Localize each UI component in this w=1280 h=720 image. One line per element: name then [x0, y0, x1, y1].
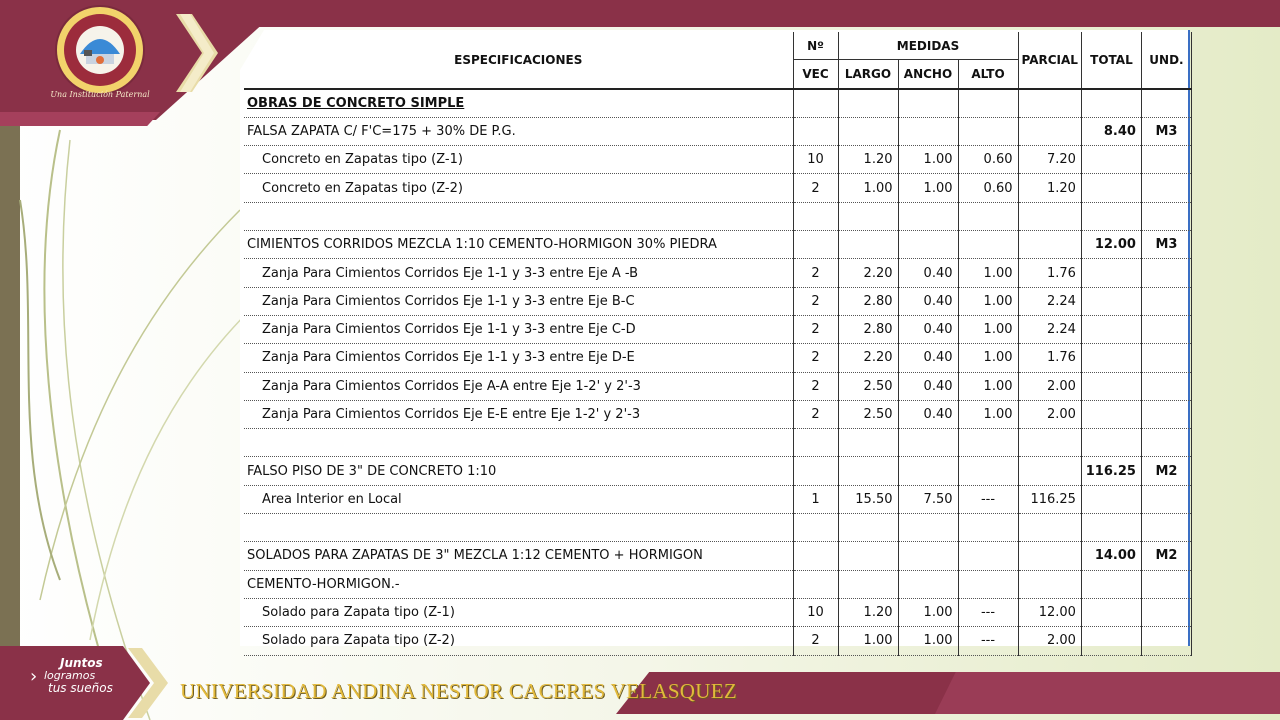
cell-ancho: 1.00 [898, 627, 958, 655]
cell-alto: 1.00 [958, 372, 1018, 400]
header-total: TOTAL [1081, 32, 1141, 89]
university-seal-logo [52, 2, 148, 102]
slogan [38, 656, 113, 695]
table-row [244, 457, 1191, 485]
header-alto: ALTO [958, 60, 1018, 89]
cell-largo: 1.00 [838, 627, 898, 655]
cell-und [1141, 174, 1191, 202]
cell-spec: Area Interior en Local [244, 485, 793, 513]
cell-und [1141, 570, 1191, 598]
cell-vec [793, 542, 838, 570]
cell-parcial [1018, 570, 1081, 598]
table-row [244, 485, 1191, 513]
cell-und [1141, 514, 1191, 542]
cell-spec: SOLADOS PARA ZAPATAS DE 3" MEZCLA 1:12 CEMENTO + HORMIGON [244, 542, 793, 570]
cell-largo: 2.50 [838, 372, 898, 400]
cell-total [1081, 627, 1141, 655]
table-row [244, 174, 1191, 202]
header-largo: LARGO [838, 60, 898, 89]
cell-vec: 10 [793, 598, 838, 626]
logo-panel-accent [0, 112, 160, 126]
cell-alto [958, 117, 1018, 145]
cell-und: M3 [1141, 117, 1191, 145]
chevron-right-icon: › [30, 666, 38, 687]
cell-ancho: 1.00 [898, 146, 958, 174]
cell-total [1081, 372, 1141, 400]
table-row [244, 598, 1191, 626]
cell-largo: 2.20 [838, 259, 898, 287]
cell-total [1081, 202, 1141, 230]
cell-und [1141, 429, 1191, 457]
cell-spec: Solado para Zapata tipo (Z-2) [244, 627, 793, 655]
cell-total [1081, 429, 1141, 457]
cell-largo [838, 514, 898, 542]
cell-vec: 2 [793, 259, 838, 287]
cell-largo [838, 570, 898, 598]
table-row [244, 344, 1191, 372]
cell-spec: Zanja Para Cimientos Corridos Eje 1-1 y 3-3 entre Eje C-D [244, 315, 793, 343]
cell-alto: --- [958, 485, 1018, 513]
cell-largo: 2.80 [838, 287, 898, 315]
slogan-line-3: tus sueños [48, 681, 113, 695]
cell-spec [244, 514, 793, 542]
section-title: OBRAS DE CONCRETO SIMPLE [244, 89, 793, 118]
cell-parcial: 2.00 [1018, 400, 1081, 428]
slogan-line-1: Juntos [60, 656, 103, 670]
cell-und [1141, 202, 1191, 230]
section-row [244, 89, 1191, 118]
cell-parcial [1018, 457, 1081, 485]
cell-largo: 2.80 [838, 315, 898, 343]
cell-largo [838, 117, 898, 145]
cell-total [1081, 514, 1141, 542]
cell-parcial: 2.00 [1018, 372, 1081, 400]
cell-ancho [898, 570, 958, 598]
table-row [244, 429, 1191, 457]
cell-spec: Zanja Para Cimientos Corridos Eje 1-1 y 3-3 entre Eje A -B [244, 259, 793, 287]
cell-ancho: 1.00 [898, 174, 958, 202]
cell-vec: 2 [793, 315, 838, 343]
cell-ancho [898, 117, 958, 145]
cell-alto [958, 429, 1018, 457]
header-n: Nº [793, 32, 838, 60]
cell-vec: 2 [793, 627, 838, 655]
cell-ancho [898, 457, 958, 485]
cell-vec: 2 [793, 400, 838, 428]
cell-und: M3 [1141, 231, 1191, 259]
cell-spec: Concreto en Zapatas tipo (Z-2) [244, 174, 793, 202]
cell-parcial: 116.25 [1018, 485, 1081, 513]
cell-alto: --- [958, 598, 1018, 626]
cell-alto: 1.00 [958, 287, 1018, 315]
logo-tagline: Una Institución Paternal [50, 90, 150, 99]
university-name: UNIVERSIDAD ANDINA NESTOR CACERES VELASQUEZ [180, 679, 737, 703]
cell-ancho [898, 202, 958, 230]
cell-und [1141, 372, 1191, 400]
cell-largo: 2.20 [838, 344, 898, 372]
cell-und: M2 [1141, 457, 1191, 485]
cell-alto: 0.60 [958, 146, 1018, 174]
cell-parcial: 7.20 [1018, 146, 1081, 174]
cell-parcial: 1.76 [1018, 259, 1081, 287]
bottom-banner-accent [935, 672, 1280, 714]
cell-alto [958, 514, 1018, 542]
cell-vec [793, 457, 838, 485]
cell-parcial [1018, 514, 1081, 542]
cell-spec: Concreto en Zapatas tipo (Z-1) [244, 146, 793, 174]
cell-parcial: 2.00 [1018, 627, 1081, 655]
cell-spec: Zanja Para Cimientos Corridos Eje 1-1 y 3-3 entre Eje B-C [244, 287, 793, 315]
cell-total: 12.00 [1081, 231, 1141, 259]
cell-total [1081, 344, 1141, 372]
cell-alto [958, 457, 1018, 485]
cell-spec: Zanja Para Cimientos Corridos Eje A-A entre Eje 1-2' y 2'-3 [244, 372, 793, 400]
cell-alto [958, 570, 1018, 598]
table-row [244, 146, 1191, 174]
cell-largo [838, 202, 898, 230]
cell-largo: 1.00 [838, 174, 898, 202]
cell-total: 14.00 [1081, 542, 1141, 570]
cell-und [1141, 485, 1191, 513]
header-row-1 [244, 32, 1191, 60]
cell-total [1081, 570, 1141, 598]
cell-total: 116.25 [1081, 457, 1141, 485]
cell-parcial: 1.20 [1018, 174, 1081, 202]
header-und: UND. [1141, 32, 1191, 89]
table-row [244, 231, 1191, 259]
table-row [244, 202, 1191, 230]
table-row [244, 117, 1191, 145]
header-ancho: ANCHO [898, 60, 958, 89]
cell-ancho [898, 514, 958, 542]
cell-total [1081, 146, 1141, 174]
cell-vec: 1 [793, 485, 838, 513]
cell-vec: 2 [793, 287, 838, 315]
cell-und [1141, 598, 1191, 626]
header-medidas: MEDIDAS [838, 32, 1018, 60]
header-parcial: PARCIAL [1018, 32, 1081, 89]
cell-ancho: 0.40 [898, 259, 958, 287]
cell-parcial [1018, 429, 1081, 457]
cell-vec [793, 429, 838, 457]
cell-spec: FALSO PISO DE 3" DE CONCRETO 1:10 [244, 457, 793, 485]
cell-largo: 1.20 [838, 598, 898, 626]
cell-total [1081, 598, 1141, 626]
cell-largo [838, 231, 898, 259]
table-row [244, 400, 1191, 428]
cell-parcial: 2.24 [1018, 287, 1081, 315]
cell-und: M2 [1141, 542, 1191, 570]
chevron-arrow-icon [176, 14, 218, 92]
cell-spec [244, 429, 793, 457]
table-row [244, 514, 1191, 542]
cell-spec: Zanja Para Cimientos Corridos Eje 1-1 y 3-3 entre Eje D-E [244, 344, 793, 372]
cell-total [1081, 400, 1141, 428]
table-row [244, 627, 1191, 655]
cell-alto: 1.00 [958, 400, 1018, 428]
cell-alto: 0.60 [958, 174, 1018, 202]
cell-largo: 15.50 [838, 485, 898, 513]
cell-spec: FALSA ZAPATA C/ F'C=175 + 30% DE P.G. [244, 117, 793, 145]
cell-ancho [898, 542, 958, 570]
cell-ancho: 7.50 [898, 485, 958, 513]
cell-ancho: 0.40 [898, 344, 958, 372]
cell-und [1141, 287, 1191, 315]
cell-alto: 1.00 [958, 315, 1018, 343]
table-row [244, 372, 1191, 400]
cell-parcial [1018, 202, 1081, 230]
cell-vec: 2 [793, 372, 838, 400]
cell-vec: 10 [793, 146, 838, 174]
cell-ancho [898, 231, 958, 259]
cell-total [1081, 287, 1141, 315]
cell-largo [838, 457, 898, 485]
cell-alto [958, 542, 1018, 570]
cell-total [1081, 174, 1141, 202]
cell-und [1141, 315, 1191, 343]
cell-total [1081, 259, 1141, 287]
header-spec: ESPECIFICACIONES [244, 32, 793, 89]
cell-alto [958, 231, 1018, 259]
cell-vec [793, 570, 838, 598]
chevron-arrow-icon [128, 648, 168, 718]
cell-spec: CEMENTO-HORMIGON.- [244, 570, 793, 598]
cell-ancho: 1.00 [898, 598, 958, 626]
cell-parcial [1018, 117, 1081, 145]
cell-parcial [1018, 542, 1081, 570]
cell-total: 8.40 [1081, 117, 1141, 145]
cell-largo: 1.20 [838, 146, 898, 174]
cell-alto [958, 202, 1018, 230]
cell-spec: CIMIENTOS CORRIDOS MEZCLA 1:10 CEMENTO-HORMIGON 30% PIEDRA [244, 231, 793, 259]
cell-vec: 2 [793, 344, 838, 372]
cell-und [1141, 344, 1191, 372]
cell-total [1081, 485, 1141, 513]
cell-vec [793, 514, 838, 542]
cell-alto: 1.00 [958, 259, 1018, 287]
cell-spec: Zanja Para Cimientos Corridos Eje E-E entre Eje 1-2' y 2'-3 [244, 400, 793, 428]
cell-largo [838, 542, 898, 570]
cell-total [1081, 315, 1141, 343]
cell-parcial: 2.24 [1018, 315, 1081, 343]
table-row [244, 259, 1191, 287]
cell-ancho: 0.40 [898, 287, 958, 315]
cell-und [1141, 627, 1191, 655]
decorative-stems [0, 120, 260, 720]
cell-parcial: 12.00 [1018, 598, 1081, 626]
slogan-line-2: logramos [44, 669, 96, 682]
cell-vec [793, 202, 838, 230]
cell-spec: Solado para Zapata tipo (Z-1) [244, 598, 793, 626]
table-row [244, 287, 1191, 315]
cell-vec [793, 231, 838, 259]
cell-vec [793, 117, 838, 145]
cell-ancho [898, 429, 958, 457]
cell-und [1141, 259, 1191, 287]
cell-und [1141, 400, 1191, 428]
cell-und [1141, 146, 1191, 174]
header-vec: VEC [793, 60, 838, 89]
cell-alto: 1.00 [958, 344, 1018, 372]
table-row [244, 542, 1191, 570]
cell-alto: --- [958, 627, 1018, 655]
budget-table [244, 32, 1192, 656]
table-row [244, 570, 1191, 598]
cell-parcial: 1.76 [1018, 344, 1081, 372]
cell-largo [838, 429, 898, 457]
cell-vec: 2 [793, 174, 838, 202]
cell-ancho: 0.40 [898, 315, 958, 343]
cell-ancho: 0.40 [898, 400, 958, 428]
cell-ancho: 0.40 [898, 372, 958, 400]
cell-spec [244, 202, 793, 230]
table-row [244, 315, 1191, 343]
cell-parcial [1018, 231, 1081, 259]
cell-largo: 2.50 [838, 400, 898, 428]
